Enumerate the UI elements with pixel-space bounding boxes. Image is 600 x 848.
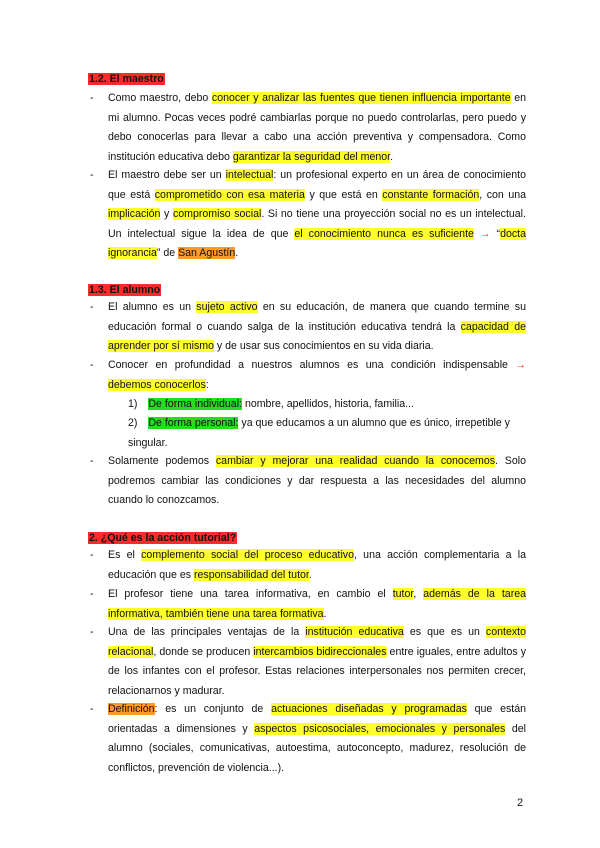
- text-segment: del alumno (sociales, comunicativas, autoestima, autoconcepto, madurez, resolución de conflictos, prevención de violencia...).: [108, 722, 526, 774]
- paragraph: [108, 585, 526, 624]
- highlighted-text: actuaciones diseñadas y programadas: [271, 703, 467, 715]
- highlighted-text: tutor: [392, 588, 414, 600]
- highlighted-text: garantizar la seguridad del menor: [232, 150, 391, 163]
- text-segment: , una acción complementaria a la educación que es: [108, 549, 526, 581]
- highlighted-text: el conocimiento nunca es suficiente: [294, 227, 474, 240]
- highlighted-text: complemento social del proceso educativo: [141, 549, 354, 561]
- highlighted-text: →: [473, 227, 497, 240]
- highlighted-text: implicación: [108, 208, 161, 220]
- paragraph: [108, 700, 526, 778]
- page-number: 2: [517, 797, 524, 809]
- highlighted-text: intercambios bidireccionales: [253, 645, 387, 658]
- highlighted-text: →: [515, 359, 526, 371]
- bullet-dash: -: [90, 588, 94, 600]
- bullet-dash: -: [90, 359, 94, 371]
- highlighted-text: contexto relacional: [108, 626, 526, 658]
- text-segment: “: [496, 227, 501, 240]
- highlighted-text: sujeto activo: [196, 301, 258, 313]
- bullet-dash: -: [90, 92, 94, 104]
- heading-el-maestro: 1.2. El maestro: [89, 73, 164, 85]
- highlighted-text: San Agustín: [178, 247, 236, 259]
- highlighted-text: institución educativa: [305, 626, 404, 638]
- bullet-dash: -: [90, 703, 94, 715]
- text-segment: :: [205, 378, 209, 391]
- highlighted-text: debemos conocerlos: [108, 378, 206, 391]
- highlighted-text: compromiso social: [172, 208, 262, 220]
- text-segment: : es un conjunto de: [154, 703, 272, 715]
- text-segment: Una de las principales ventajas de la: [108, 626, 306, 638]
- highlighted-text: docta ignorancia: [108, 227, 526, 259]
- text-segment: El maestro debe ser un: [108, 169, 226, 181]
- text-segment: El profesor tiene una tarea informativa, en cambio el: [108, 588, 393, 600]
- paragraph: [108, 166, 526, 264]
- bullet-dash: -: [90, 455, 94, 467]
- highlighted-text: De forma personal:: [148, 417, 239, 429]
- highlighted-text: aspectos psicosociales, emocionales y personales: [254, 722, 506, 735]
- paragraph: [108, 356, 526, 395]
- item-text: [128, 417, 510, 449]
- text-segment: en su educación, de manera que cuando termine su educación formal o cuando salga de la institución educativa tendrá la: [108, 301, 526, 333]
- item-number: 1): [128, 398, 138, 410]
- highlighted-text: intelectual: [225, 169, 274, 181]
- text-segment: y que está en: [304, 188, 383, 201]
- highlighted-text: De forma individual:: [148, 398, 242, 410]
- item-number: 2): [128, 417, 138, 429]
- text-segment: entre iguales, entre adultos y de los infantes con el profesor. Estas relaciones interpersonales nos permiten crecer, relacionarnos y madurar.: [108, 645, 526, 697]
- bullet-dash: -: [90, 549, 94, 561]
- text-segment: que están orientadas a dimensiones y: [108, 703, 526, 735]
- numbered-item: [128, 414, 526, 453]
- heading-accion-tutorial: 2. ¿Qué es la acción tutorial?: [89, 532, 237, 544]
- text-segment: , con una: [479, 188, 527, 201]
- item-text: [148, 398, 414, 410]
- text-segment: y de usar sus conocimientos en su vida diaria.: [213, 340, 434, 352]
- paragraph: [108, 623, 526, 701]
- text-segment: ” de: [156, 247, 179, 259]
- text-segment: ya que educamos a un alumno que es único, irrepetible y singular.: [128, 417, 510, 449]
- highlighted-text: conocer y analizar las fuentes que tienen influencia importante: [211, 92, 511, 104]
- numbered-item: [128, 395, 526, 415]
- highlighted-text: cambiar y mejorar una realidad cuando la conocemos: [215, 455, 496, 467]
- highlighted-text: constante formación: [382, 188, 480, 201]
- highlighted-text: Definición: [108, 703, 155, 715]
- heading-el-alumno: 1.3. El alumno: [89, 284, 161, 296]
- text-segment: .: [235, 247, 239, 259]
- text-segment: . Solo podremos cambiar las condiciones y dar respuesta a las necesidades del alumno cuando lo conozcamos.: [108, 455, 526, 506]
- paragraph: [108, 298, 526, 357]
- text-segment: es que es un: [403, 626, 486, 638]
- bullet-dash: -: [90, 301, 94, 313]
- text-segment: y: [160, 208, 173, 220]
- text-segment: Como maestro, debo: [108, 92, 212, 104]
- highlighted-text: comprometido con esa materia: [154, 188, 305, 201]
- text-segment: .: [323, 607, 327, 620]
- paragraph: [108, 546, 526, 585]
- highlighted-text: además de la tarea informativa, también tiene una tarea formativa: [108, 588, 527, 620]
- text-segment: Solamente podemos: [108, 455, 216, 467]
- text-segment: : un profesional experto en un área de conocimiento que está: [108, 169, 526, 201]
- highlighted-text: responsabilidad del tutor: [194, 568, 309, 581]
- text-segment: .: [308, 568, 312, 581]
- paragraph: [108, 452, 526, 511]
- text-segment: en mi alumno. Pocas veces podré cambiarlas porque no puedo controlarlas, pero puedo y debo conocerlas para llevar a cabo una acción preventiva y compensadora. Como institución educativa debo: [108, 92, 526, 163]
- text-segment: Es el: [108, 549, 142, 561]
- text-segment: , donde se producen: [153, 645, 254, 658]
- paragraph: [108, 89, 526, 167]
- text-segment: .: [390, 150, 394, 163]
- text-segment: Conocer en profundidad a nuestros alumnos es una condición indispensable: [108, 359, 516, 371]
- text-segment: . Si no tiene una proyección social no es un intelectual. Un intelectual sigue la idea de que: [108, 208, 526, 240]
- text-segment: ,: [413, 588, 424, 600]
- text-segment: El alumno es un: [108, 301, 197, 313]
- bullet-dash: -: [90, 626, 94, 638]
- bullet-dash: -: [90, 169, 94, 181]
- highlighted-text: capacidad de aprender por sí mismo: [108, 320, 526, 352]
- text-segment: nombre, apellidos, historia, familia...: [242, 398, 414, 410]
